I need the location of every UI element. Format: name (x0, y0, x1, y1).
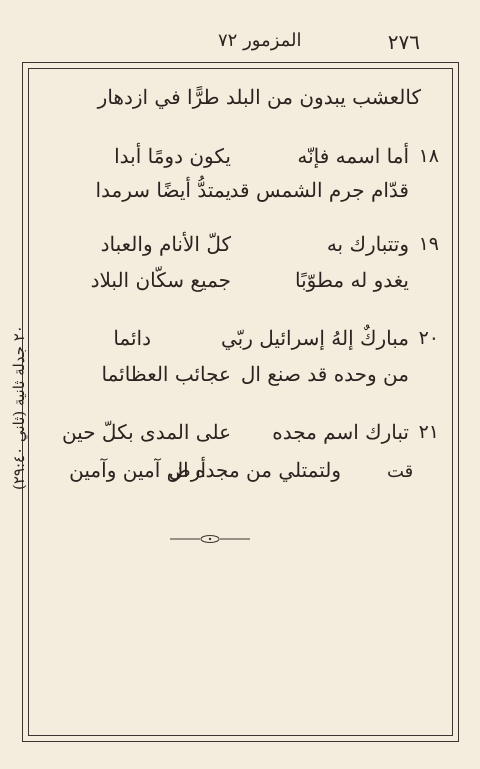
verse-number: ٢٠ (418, 327, 439, 349)
catchword: قت (387, 461, 414, 482)
verse-number: ١٩ (418, 233, 439, 255)
verse-line2-right: من وحده قد صنع ال (240, 362, 409, 386)
verse-line1-left: على المدى بكلّ حين (61, 420, 231, 444)
verse-line2-right: قدّام جرم الشمس قد (229, 178, 409, 202)
verse-line2-left: يمتدُّ أيضًا سرمدا (95, 178, 231, 202)
opening-line: كالعشب يبدون من البلد طرًّا في ازدهار (97, 85, 421, 109)
page-header (28, 30, 452, 60)
verse-line1-right: أما اسمه فإنّه (297, 144, 409, 168)
verse-line2-left: جميع سكّان البلاد (90, 268, 231, 292)
verse-line1-right: تبارك اسم مجده (272, 420, 409, 444)
verse-number: ٢١ (418, 421, 439, 443)
verse-line1-right: مباركٌ إلهُ إسرائيل ربّي (221, 326, 409, 350)
verse-line2-right: ولتمتلي من مجده ال (168, 458, 341, 482)
running-title: المزمور ٧٢ (218, 30, 302, 51)
ornament-divider-icon (170, 533, 250, 545)
verse-line1-left: دائما (113, 326, 151, 350)
verse-line2-left: عجائب العظائما (101, 362, 231, 386)
margin-note: ٢٠ جدلة ثانية (ثاني ٢٩:٤٠) (10, 325, 28, 490)
verse-line1-left: يكون دومًا أبدا (114, 144, 231, 168)
verse-line1-left: كلّ الأنام والعباد (100, 232, 231, 256)
poem-body (28, 68, 451, 734)
verse-line2-right: يغدو له مطوّبًا (294, 268, 409, 292)
page-number: ٢٧٦ (387, 30, 420, 54)
verse-number: ١٨ (418, 145, 439, 167)
verse-line1-right: وتتبارك به (326, 232, 409, 256)
verse-line2-left: أرض آمين وآمين (69, 458, 206, 482)
